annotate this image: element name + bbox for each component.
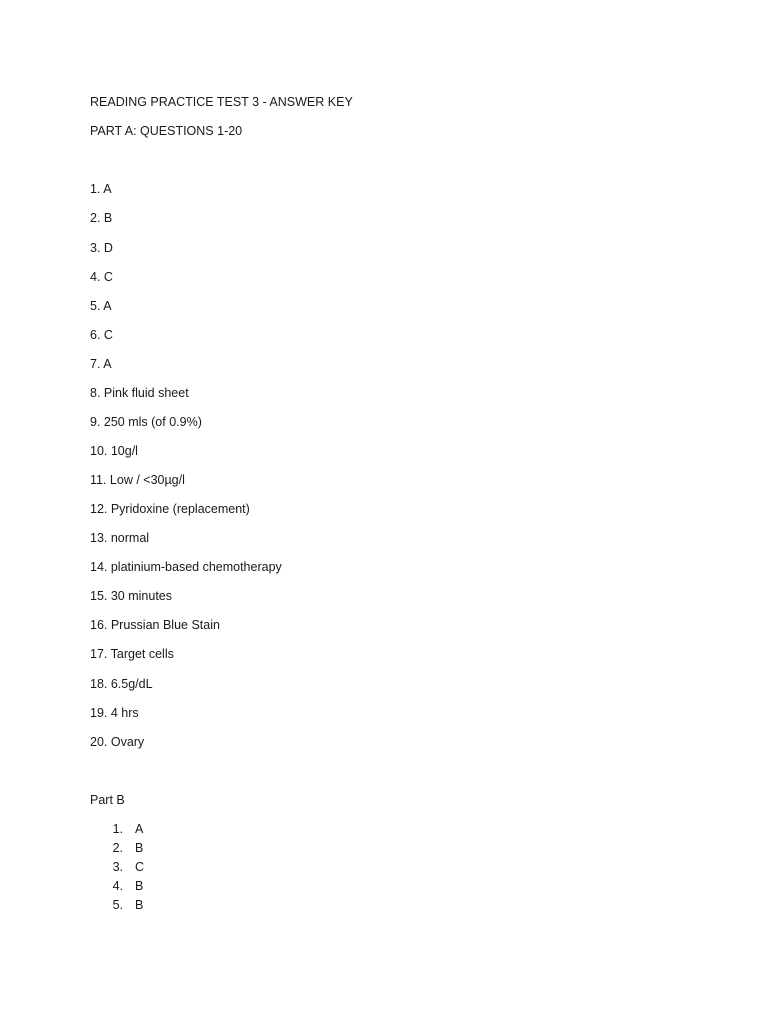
part-a-answer: 4. C <box>90 270 113 284</box>
part-a-answer: 6. C <box>90 328 113 342</box>
part-a-answer: 2. B <box>90 211 113 225</box>
part-a-answer: 8. Pink fluid sheet <box>90 386 189 400</box>
part-b-heading: Part B <box>90 793 125 807</box>
part-a-heading: PART A: QUESTIONS 1-20 <box>90 124 243 138</box>
part-a-answer: 11. Low / <30µg/l <box>90 473 185 487</box>
document-title: READING PRACTICE TEST 3 - ANSWER KEY <box>90 95 353 109</box>
part-a-answer: 14. platinium-based chemotherapy <box>90 560 282 574</box>
part-a-answer: 12. Pyridoxine (replacement) <box>90 502 250 516</box>
list-number: 4. <box>112 879 123 893</box>
list-number: 2. <box>112 841 123 855</box>
list-number: 1. <box>112 822 123 836</box>
part-a-answer: 7. A <box>90 357 112 371</box>
list-answer: C <box>135 860 145 874</box>
part-a-answer: 19. 4 hrs <box>90 706 139 720</box>
part-a-answer: 16. Prussian Blue Stain <box>90 618 220 632</box>
part-a-answer: 1. A <box>90 182 112 196</box>
part-a-answer: 9. 250 mls (of 0.9%) <box>90 415 202 429</box>
list-answer: B <box>135 841 144 855</box>
list-answer: B <box>135 879 144 893</box>
part-a-answer: 5. A <box>90 299 112 313</box>
list-number: 5. <box>112 898 123 912</box>
list-answer: A <box>135 822 144 836</box>
list-number: 3. <box>112 860 123 874</box>
part-a-answer: 13. normal <box>90 531 150 545</box>
part-a-answer: 3. D <box>90 241 113 255</box>
part-a-answer: 17. Target cells <box>90 647 174 661</box>
part-a-answer: 18. 6.5g/dL <box>90 677 153 691</box>
part-a-answer: 20. Ovary <box>90 735 145 749</box>
part-a-answer: 15. 30 minutes <box>90 589 172 603</box>
part-a-answer: 10. 10g/l <box>90 444 138 458</box>
list-answer: B <box>135 898 144 912</box>
